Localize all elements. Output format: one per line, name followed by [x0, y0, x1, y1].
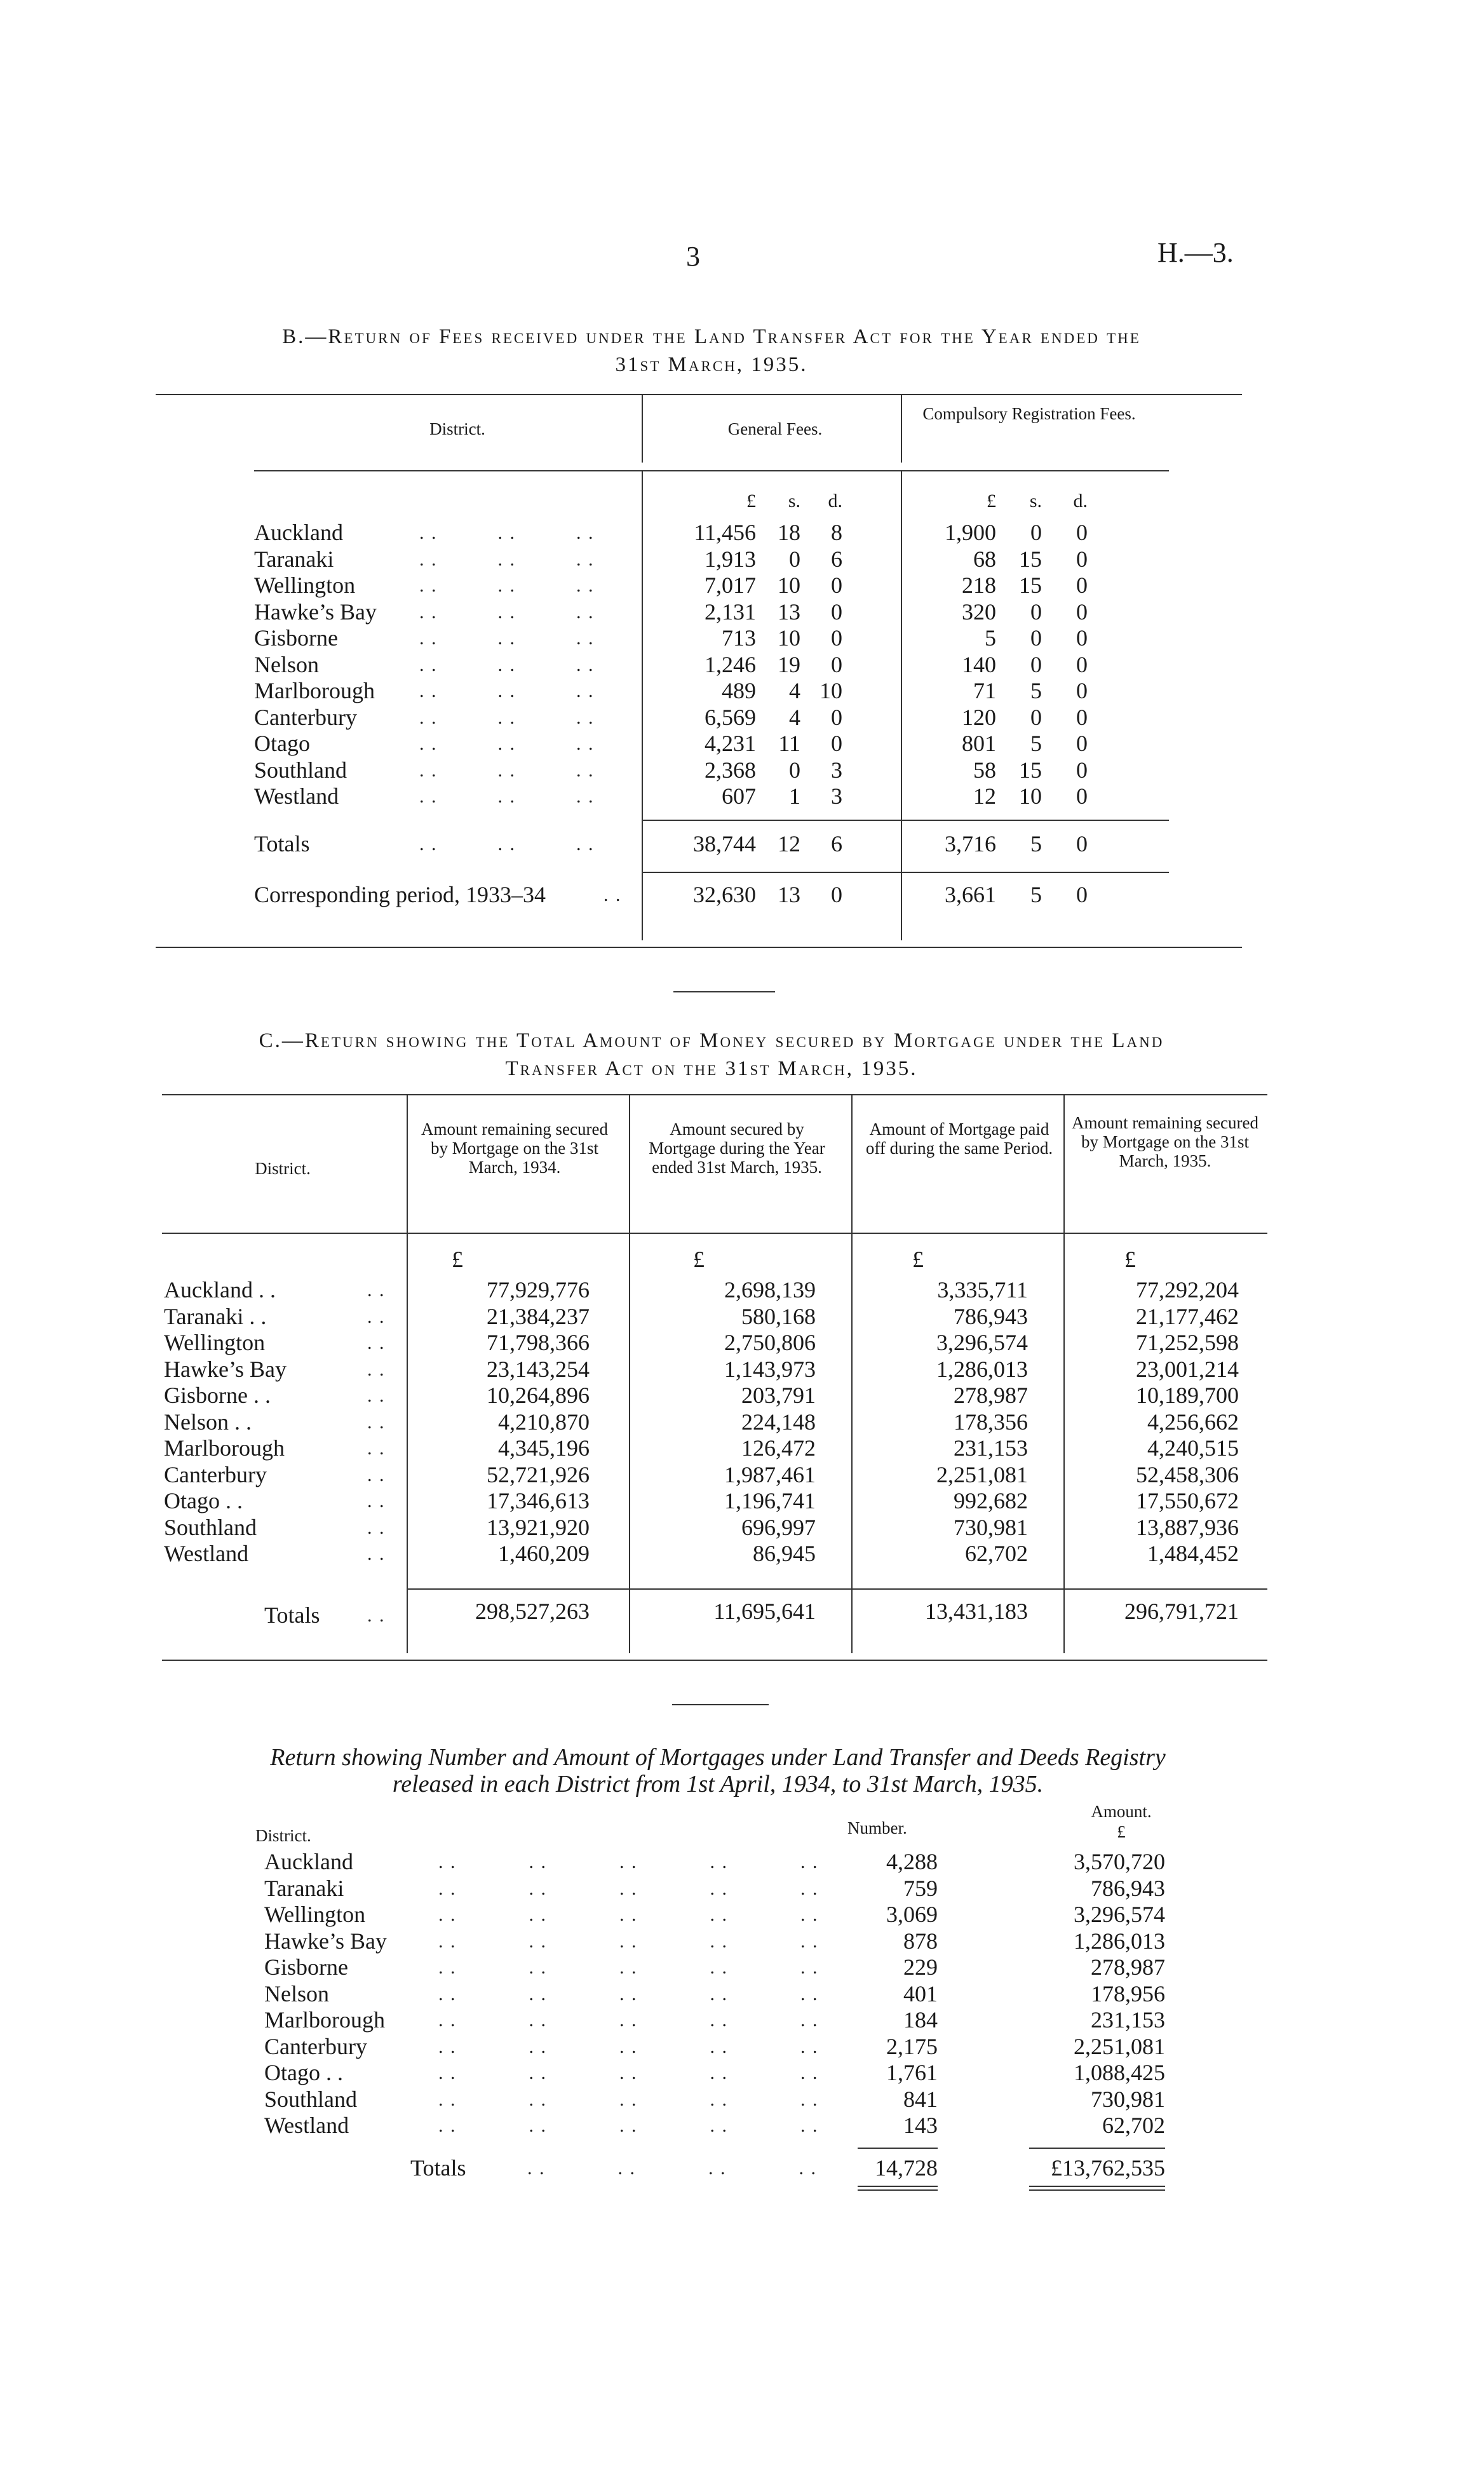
table-b-compulsory-pence: 0	[1076, 731, 1088, 756]
table-c-district-name: Westland	[164, 1541, 249, 1566]
table-d-district-header: District.	[255, 1826, 311, 1845]
table-b-general-shillings: 18	[778, 520, 800, 545]
table-b-unit-shilling-c: s.	[1029, 491, 1042, 511]
table-d-number: 229	[903, 1954, 938, 1980]
table-b-totals-pound-c: 3,716	[945, 831, 996, 856]
table-c-totals-col2: 11,695,641	[713, 1599, 816, 1624]
table-c-totals-label: Totals	[264, 1602, 320, 1628]
table-b-general-pence: 0	[831, 651, 842, 677]
table-c-district-name: Taranaki . .	[164, 1303, 267, 1329]
table-b-title-line1: B.—Return of Fees received under the Land Transfer Act for the Year ended the	[282, 325, 1141, 348]
table-b-dot-leader: . . . . . .	[419, 759, 595, 781]
table-d-amount: 231,153	[1091, 2007, 1165, 2033]
table-b-corr-leader: . .	[604, 884, 622, 905]
table-b-district-name: Southland	[254, 757, 347, 783]
table-b-dot-leader: . . . . . .	[419, 548, 595, 570]
table-b-general-pence: 0	[831, 704, 842, 730]
table-b-compulsory-shillings: 15	[1019, 546, 1042, 572]
table-d-dot-leader: . . . . . . . . . .	[438, 2115, 819, 2136]
table-b-district-name: Auckland	[254, 520, 343, 545]
table-b-corr-shilling-g: 13	[778, 882, 800, 907]
table-b-general-shillings: 11	[778, 731, 800, 756]
table-c-value-col1: 52,721,926	[487, 1461, 590, 1487]
table-b-title-line2: 31st March, 1935.	[615, 353, 808, 376]
table-d-dot-leader: . . . . . . . . . .	[438, 1878, 819, 1899]
table-c-value-col4: 1,484,452	[1147, 1541, 1239, 1566]
table-d-double-rule-number-2	[858, 2189, 938, 2191]
table-d-district-name: Marlborough	[264, 2007, 385, 2033]
table-b-compulsory-pence: 0	[1076, 546, 1088, 572]
table-b-compulsory-pence: 0	[1076, 599, 1088, 625]
table-d-dot-leader: . . . . . . . . . .	[438, 2088, 819, 2110]
table-b-compulsory-shillings: 0	[1030, 704, 1042, 730]
table-c-top-rule	[162, 1094, 1267, 1095]
table-b-unit-shilling-g: s.	[788, 491, 800, 511]
table-b-general-pounds: 7,017	[705, 572, 756, 598]
table-c-value-col4: 23,001,214	[1136, 1356, 1239, 1382]
table-b-compulsory-pounds: 140	[962, 651, 996, 677]
table-c-district-name: Canterbury	[164, 1461, 267, 1487]
table-b-general-pounds: 2,368	[705, 757, 756, 783]
table-d-dot-leader: . . . . . . . . . .	[438, 1930, 819, 1952]
table-c-vrule-3	[851, 1094, 853, 1653]
table-c-value-col2: 580,168	[741, 1303, 816, 1329]
table-d-title-line2: released in each District from 1st April, 1934, to 31st March, 1935.	[392, 1771, 1044, 1797]
table-d-totals-amount: £13,762,535	[1051, 2155, 1165, 2181]
table-b-district-name: Otago	[254, 731, 310, 756]
table-d-amount: 178,956	[1091, 1980, 1165, 2006]
table-d-district-name: Taranaki	[264, 1875, 344, 1901]
table-c-value-col4: 17,550,672	[1136, 1488, 1239, 1513]
table-c-value-col3: 3,335,711	[937, 1277, 1028, 1303]
table-c-value-col1: 10,264,896	[487, 1383, 590, 1408]
table-b-district-name: Wellington	[254, 572, 356, 598]
table-c-col3-header: Amount of Mortgage paid off during the same Period.	[865, 1120, 1053, 1158]
table-c-value-col3: 2,251,081	[936, 1461, 1028, 1487]
table-c-vrule-2	[629, 1094, 630, 1653]
table-d-dot-leader: . . . . . . . . . .	[438, 1851, 819, 1872]
table-c-dot-leader: . .	[367, 1491, 386, 1512]
table-b-totals-leader: . . . . . .	[419, 834, 595, 855]
table-c-unit-3: £	[912, 1247, 924, 1272]
table-b-totals-rule	[642, 820, 1169, 821]
table-c-value-col2: 86,945	[753, 1541, 816, 1566]
table-b-general-pounds: 11,456	[694, 520, 756, 545]
table-d-dot-leader: . . . . . . . . . .	[438, 1983, 819, 2005]
table-c-dot-leader: . .	[367, 1438, 386, 1459]
table-d-amount: 3,570,720	[1074, 1849, 1165, 1874]
table-b-vrule-1	[642, 394, 643, 463]
table-d-number: 759	[903, 1875, 938, 1901]
page-reference: H.—3.	[1157, 237, 1234, 268]
table-c-col4-header: Amount remaining secured by Mortgage on the 31st March, 1935.	[1072, 1113, 1258, 1170]
table-b-dot-leader: . . . . . .	[419, 786, 595, 807]
table-b-general-pence: 0	[831, 599, 842, 625]
table-d-totals-rule-amount	[1029, 2148, 1165, 2149]
table-b-dot-leader: . . . . . .	[419, 601, 595, 623]
table-c-vrule-1	[407, 1094, 408, 1653]
table-b-totals-pound-g: 38,744	[693, 831, 756, 856]
table-c-district-name: Hawke’s Bay	[164, 1356, 287, 1382]
table-b-general-pounds: 1,246	[705, 651, 756, 677]
table-b-corr-rule	[642, 872, 1169, 873]
table-b-dot-leader: . . . . . .	[419, 654, 595, 675]
table-c-value-col3: 231,153	[954, 1435, 1028, 1461]
page-number: 3	[686, 241, 700, 272]
table-b-general-pounds: 607	[722, 783, 756, 809]
table-d-totals-rule-number	[858, 2148, 938, 2149]
table-b-totals-pence-c: 0	[1076, 831, 1088, 856]
table-b-compulsory-shillings: 15	[1019, 757, 1042, 783]
table-c-value-col1: 4,345,196	[498, 1435, 590, 1461]
table-d-totals-number: 14,728	[875, 2155, 938, 2181]
table-c-value-col4: 77,292,204	[1136, 1277, 1239, 1303]
table-c-totals-col3: 13,431,183	[925, 1599, 1028, 1624]
table-c-value-col2: 1,196,741	[724, 1488, 816, 1513]
table-c-value-col4: 4,240,515	[1147, 1435, 1239, 1461]
table-b-general-pence: 6	[831, 546, 842, 572]
table-b-general-shillings: 0	[789, 757, 800, 783]
table-d-dot-leader: . . . . . . . . . .	[438, 2010, 819, 2031]
table-d-amount: 786,943	[1091, 1875, 1165, 1901]
table-b-compulsory-pounds: 71	[973, 678, 996, 703]
table-b-general-pounds: 1,913	[705, 546, 756, 572]
table-d-district-name: Westland	[264, 2113, 349, 2138]
table-c-value-col4: 52,458,306	[1136, 1461, 1239, 1487]
table-c-totals-col4: 296,791,721	[1124, 1599, 1239, 1624]
table-c-dot-leader: . .	[367, 1358, 386, 1380]
table-c-dot-leader: . .	[367, 1517, 386, 1538]
table-d-number: 1,761	[886, 2060, 938, 2085]
table-d-number: 3,069	[886, 1902, 938, 1927]
table-b-general-shillings: 1	[789, 783, 800, 809]
table-b-vrule-2	[901, 394, 902, 463]
table-b-vrule-body-2	[901, 470, 902, 940]
table-c-value-col1: 13,921,920	[487, 1514, 590, 1540]
table-b-totals-label: Totals	[254, 831, 310, 856]
table-b-compulsory-pounds: 1,900	[945, 520, 996, 545]
table-d-amount: 278,987	[1091, 1954, 1165, 1980]
table-b-general-shillings: 4	[789, 704, 800, 730]
table-c-district-name: Wellington	[164, 1330, 266, 1355]
table-c-value-col2: 203,791	[741, 1383, 816, 1408]
table-b-compulsory-pounds: 218	[962, 572, 996, 598]
table-b-compulsory-pence: 0	[1076, 625, 1088, 651]
table-d-double-rule-amount-1	[1029, 2186, 1165, 2187]
table-b-general-header: General Fees.	[727, 419, 823, 438]
table-c-district-name: Southland	[164, 1514, 257, 1540]
table-d-district-name: Auckland	[264, 1849, 353, 1874]
table-c-value-col2: 2,750,806	[724, 1330, 816, 1355]
table-c-value-col4: 21,177,462	[1136, 1303, 1239, 1329]
table-c-value-col3: 1,286,013	[936, 1356, 1028, 1382]
table-b-compulsory-shillings: 0	[1030, 520, 1042, 545]
table-d-amount: 730,981	[1091, 2086, 1165, 2112]
table-b-unit-pound-c: £	[987, 491, 996, 511]
table-d-dot-leader: . . . . . . . . . .	[438, 1957, 819, 1978]
table-b-compulsory-pence: 0	[1076, 678, 1088, 703]
table-b-corr-shilling-c: 5	[1030, 882, 1042, 907]
table-b-dot-leader: . . . . . .	[419, 680, 595, 701]
table-b-compulsory-shillings: 10	[1019, 783, 1042, 809]
table-d-unit-header: £	[1117, 1822, 1126, 1841]
table-b-general-pence: 8	[831, 520, 842, 545]
table-c-dot-leader: . .	[367, 1332, 386, 1353]
table-b-unit-pence-c: d.	[1073, 491, 1088, 511]
table-c-value-col3: 730,981	[954, 1514, 1028, 1540]
table-b-dot-leader: . . . . . .	[419, 707, 595, 728]
table-b-general-shillings: 0	[789, 546, 800, 572]
table-b-compulsory-shillings: 0	[1030, 625, 1042, 651]
table-d-district-name: Southland	[264, 2086, 358, 2112]
table-b-district-name: Taranaki	[254, 546, 334, 572]
table-b-unit-pound-g: £	[746, 491, 756, 511]
table-b-compulsory-shillings: 5	[1030, 731, 1042, 756]
table-b-compulsory-pounds: 12	[973, 783, 996, 809]
table-b-general-pence: 0	[831, 625, 842, 651]
table-b-district-name: Westland	[254, 783, 339, 809]
table-c-bottom-rule	[162, 1660, 1267, 1661]
table-b-general-pounds: 6,569	[705, 704, 756, 730]
table-c-value-col3: 786,943	[954, 1303, 1028, 1329]
table-c-value-col2: 696,997	[741, 1514, 816, 1540]
table-b-dot-leader: . . . . . .	[419, 733, 595, 754]
table-c-dot-leader: . .	[367, 1543, 386, 1564]
table-c-district-header: District.	[255, 1159, 311, 1178]
table-d-number: 2,175	[886, 2033, 938, 2059]
table-b-compulsory-pounds: 58	[973, 757, 996, 783]
table-d-district-name: Canterbury	[264, 2033, 367, 2059]
table-c-district-name: Auckland . .	[164, 1277, 276, 1303]
table-d-dot-leader: . . . . . . . . . .	[438, 1904, 819, 1925]
table-b-totals-pence-g: 6	[831, 831, 842, 856]
table-c-title-line1: C.—Return showing the Total Amount of Money secured by Mortgage under the Land	[259, 1029, 1164, 1052]
table-c-value-col4: 71,252,598	[1136, 1330, 1239, 1355]
table-b-district-name: Nelson	[254, 651, 319, 677]
table-c-value-col1: 1,460,209	[498, 1541, 590, 1566]
table-d-district-name: Hawke’s Bay	[264, 1928, 387, 1954]
table-d-totals-leader: . . . . . . . .	[527, 2158, 817, 2179]
table-c-header-rule	[162, 1233, 1267, 1234]
table-c-dot-leader: . .	[367, 1385, 386, 1406]
table-d-district-name: Gisborne	[264, 1954, 348, 1980]
table-d-totals-label: Totals	[410, 2155, 466, 2181]
table-b-general-pounds: 2,131	[705, 599, 756, 625]
table-c-value-col1: 17,346,613	[487, 1488, 590, 1513]
table-b-compulsory-pounds: 120	[962, 704, 996, 730]
table-c-value-col4: 13,887,936	[1136, 1514, 1239, 1540]
table-b-top-rule	[156, 394, 1242, 395]
table-c-totals-col1: 298,527,263	[475, 1599, 590, 1624]
table-b-compulsory-pence: 0	[1076, 783, 1088, 809]
table-b-general-pounds: 489	[722, 678, 756, 703]
table-b-compulsory-header: Compulsory Registration Fees.	[922, 404, 1136, 423]
table-c-district-name: Marlborough	[164, 1435, 285, 1461]
table-c-value-col1: 4,210,870	[498, 1409, 590, 1435]
table-b-compulsory-pence: 0	[1076, 572, 1088, 598]
table-c-dot-leader: . .	[367, 1280, 386, 1301]
table-d-double-rule-number-1	[858, 2186, 938, 2187]
table-d-amount: 62,702	[1102, 2113, 1165, 2138]
table-c-value-col4: 4,256,662	[1147, 1409, 1239, 1435]
table-b-compulsory-pence: 0	[1076, 651, 1088, 677]
table-c-title-line2: Transfer Act on the 31st March, 1935.	[505, 1057, 918, 1080]
table-c-value-col4: 10,189,700	[1136, 1383, 1239, 1408]
table-d-district-name: Nelson	[264, 1980, 329, 2006]
table-c-dot-leader: . .	[367, 1411, 386, 1433]
table-c-district-name: Otago . .	[164, 1488, 243, 1513]
table-b-general-pence: 3	[831, 757, 842, 783]
table-c-unit-1: £	[452, 1247, 463, 1272]
table-b-general-pence: 3	[831, 783, 842, 809]
table-b-compulsory-pence: 0	[1076, 520, 1088, 545]
table-c-totals-rule	[407, 1588, 1267, 1590]
section-divider-1	[673, 991, 775, 992]
table-b-general-shillings: 13	[778, 599, 800, 625]
table-c-col2-header: Amount secured by Mortgage during the Year ended 31st March, 1935.	[649, 1120, 825, 1177]
table-c-dot-leader: . .	[367, 1464, 386, 1485]
table-c-totals-leader: . .	[367, 1605, 386, 1626]
table-d-number: 841	[903, 2086, 938, 2112]
table-b-general-shillings: 4	[789, 678, 800, 703]
table-d-amount: 1,286,013	[1074, 1928, 1165, 1954]
table-b-district-header: District.	[429, 419, 485, 438]
table-b-general-pounds: 713	[722, 625, 756, 651]
table-c-value-col1: 21,384,237	[487, 1303, 590, 1329]
table-c-value-col2: 126,472	[741, 1435, 816, 1461]
table-d-amount: 3,296,574	[1074, 1902, 1165, 1927]
table-b-totals-shilling-c: 5	[1030, 831, 1042, 856]
table-b-general-shillings: 10	[778, 572, 800, 598]
table-b-dot-leader: . . . . . .	[419, 575, 595, 596]
table-b-compulsory-pounds: 68	[973, 546, 996, 572]
table-b-header-rule	[254, 470, 1169, 471]
table-b-general-pence: 0	[831, 731, 842, 756]
table-d-double-rule-amount-2	[1029, 2189, 1165, 2191]
table-d-number-header: Number.	[847, 1818, 907, 1837]
table-c-value-col3: 278,987	[954, 1383, 1028, 1408]
section-divider-2	[672, 1704, 769, 1705]
table-b-compulsory-pence: 0	[1076, 704, 1088, 730]
table-b-compulsory-pence: 0	[1076, 757, 1088, 783]
table-b-dot-leader: . . . . . .	[419, 628, 595, 649]
table-c-value-col1: 77,929,776	[487, 1277, 590, 1303]
table-b-corr-pence-c: 0	[1076, 882, 1088, 907]
table-b-dot-leader: . . . . . .	[419, 522, 595, 543]
table-b-general-shillings: 10	[778, 625, 800, 651]
table-d-number: 878	[903, 1928, 938, 1954]
table-d-dot-leader: . . . . . . . . . .	[438, 2062, 819, 2083]
table-b-corr-pence-g: 0	[831, 882, 842, 907]
table-d-district-name: Wellington	[264, 1902, 366, 1927]
table-c-value-col2: 1,143,973	[724, 1356, 816, 1382]
table-c-value-col3: 3,296,574	[936, 1330, 1028, 1355]
table-b-bottom-rule	[156, 947, 1242, 948]
table-d-district-name: Otago . .	[264, 2060, 343, 2085]
table-b-compulsory-shillings: 15	[1019, 572, 1042, 598]
table-d-amount: 1,088,425	[1074, 2060, 1165, 2085]
table-b-district-name: Gisborne	[254, 625, 338, 651]
table-b-general-pence: 0	[831, 572, 842, 598]
table-d-number: 4,288	[886, 1849, 938, 1874]
table-d-number: 143	[903, 2113, 938, 2138]
table-b-compulsory-pounds: 320	[962, 599, 996, 625]
table-b-general-pence: 10	[820, 678, 842, 703]
table-c-value-col3: 992,682	[954, 1488, 1028, 1513]
table-c-value-col1: 71,798,366	[487, 1330, 590, 1355]
table-c-value-col2: 224,148	[741, 1409, 816, 1435]
table-b-compulsory-shillings: 0	[1030, 651, 1042, 677]
table-b-district-name: Hawke’s Bay	[254, 599, 377, 625]
table-b-compulsory-pounds: 5	[985, 625, 996, 651]
table-c-dot-leader: . .	[367, 1306, 386, 1327]
table-d-amount: 2,251,081	[1074, 2033, 1165, 2059]
table-b-general-shillings: 19	[778, 651, 800, 677]
table-d-title-line1: Return showing Number and Amount of Mortgages under Land Transfer and Deeds Registry	[270, 1744, 1166, 1771]
table-d-number: 401	[903, 1980, 938, 2006]
table-c-value-col2: 1,987,461	[724, 1461, 816, 1487]
table-c-value-col2: 2,698,139	[724, 1277, 816, 1303]
table-c-value-col3: 178,356	[954, 1409, 1028, 1435]
table-c-unit-2: £	[693, 1247, 705, 1272]
table-d-dot-leader: . . . . . . . . . .	[438, 2036, 819, 2057]
table-b-corresponding-label: Corresponding period, 1933–34	[254, 882, 546, 907]
table-c-district-name: Nelson . .	[164, 1409, 252, 1435]
table-c-vrule-4	[1063, 1094, 1065, 1653]
table-b-corr-pound-g: 32,630	[693, 882, 756, 907]
table-c-district-name: Gisborne . .	[164, 1383, 271, 1408]
table-c-value-col3: 62,702	[965, 1541, 1028, 1566]
table-d-amount-header: Amount.	[1091, 1802, 1152, 1821]
table-b-totals-shilling-g: 12	[778, 831, 800, 856]
table-c-unit-4: £	[1124, 1247, 1136, 1272]
table-b-district-name: Marlborough	[254, 678, 375, 703]
table-c-value-col1: 23,143,254	[487, 1356, 590, 1382]
table-b-general-pounds: 4,231	[705, 731, 756, 756]
table-b-compulsory-shillings: 0	[1030, 599, 1042, 625]
table-b-district-name: Canterbury	[254, 704, 357, 730]
table-b-compulsory-shillings: 5	[1030, 678, 1042, 703]
table-b-compulsory-pounds: 801	[962, 731, 996, 756]
table-b-corr-pound-c: 3,661	[945, 882, 996, 907]
table-c-col1-header: Amount remaining secured by Mortgage on the 31st March, 1934.	[421, 1120, 608, 1177]
table-b-unit-pence-g: d.	[828, 491, 842, 511]
table-b-vrule-body-1	[642, 470, 643, 940]
table-d-number: 184	[903, 2007, 938, 2033]
